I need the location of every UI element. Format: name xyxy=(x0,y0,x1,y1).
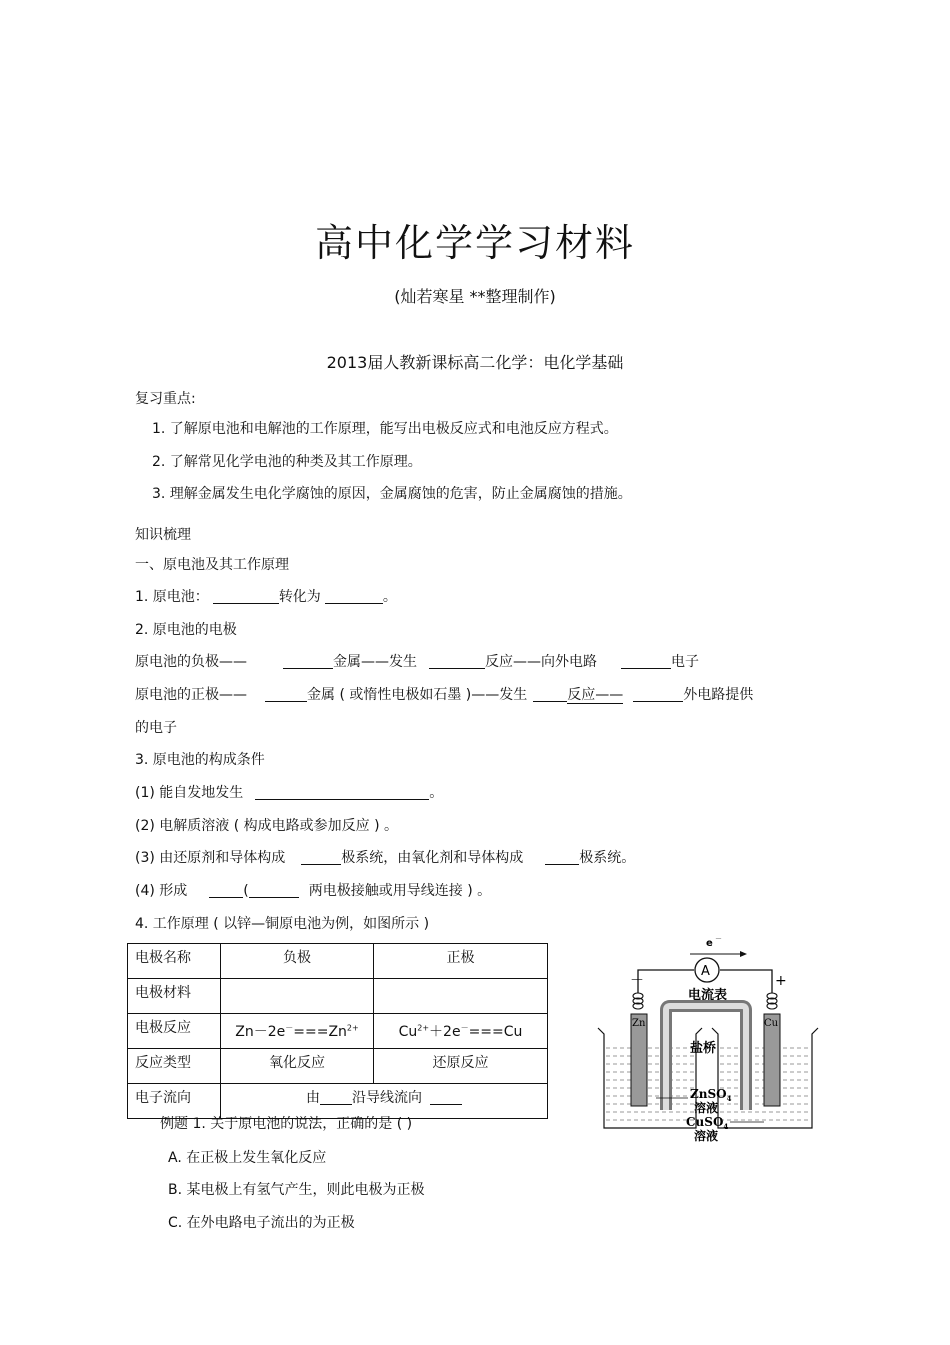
electron-arrow xyxy=(690,935,747,957)
plus-sign: + xyxy=(775,973,787,989)
svg-text:－: － xyxy=(715,935,722,943)
table-row xyxy=(128,979,548,1014)
electrode-table xyxy=(127,943,548,1119)
minus-sign: － xyxy=(630,973,644,989)
review-heading: 复习重点: xyxy=(135,391,196,407)
example-question: 例题 1. 关于原电池的说法，正确的是 ( ) xyxy=(160,1116,413,1132)
ammeter xyxy=(688,958,727,1003)
condition-2: (2) 电解质溶液 ( 构成电路或参加反应 ) 。 xyxy=(135,818,399,834)
table-cell: 电极名称 xyxy=(128,944,221,979)
question-3: 3. 原电池的构成条件 xyxy=(135,752,265,768)
table-cell xyxy=(221,979,374,1014)
page-subtitle: (灿若寒星 **整理制作) xyxy=(394,287,556,306)
svg-text:盐桥: 盐桥 xyxy=(690,1041,717,1056)
table-cell: 电极反应 xyxy=(128,1014,221,1049)
table-cell: 反应类型 xyxy=(128,1049,221,1084)
table-cell: 氧化反应 xyxy=(221,1049,374,1084)
question-2: 2. 原电池的电极 xyxy=(135,622,237,638)
electron-flow-cell: 由 沿导线流向 xyxy=(221,1084,548,1119)
condition-4: (4) 形成 ( 两电极接触或用导线连接 ) 。 xyxy=(135,883,492,899)
negative-electrode-line: 原电池的负极—— 金属——发生 反应——向外电路 电子 xyxy=(135,654,699,670)
beaker-left xyxy=(598,1028,702,1128)
lesson-title: 2013届人教新课标高二化学：电化学基础 xyxy=(326,353,624,372)
table-cell: 负极 xyxy=(221,944,374,979)
review-item: 1. 了解原电池和电解池的工作原理，能写出电极反应式和电池反应方程式。 xyxy=(152,421,618,437)
question-1: 1. 原电池： 转化为 。 xyxy=(135,589,397,605)
condition-1: (1) 能自发地发生 。 xyxy=(135,785,444,801)
page-title: 高中化学学习材料 xyxy=(314,221,635,265)
positive-electrode-cont: 的电子 xyxy=(135,720,177,736)
galvanic-cell-diagram xyxy=(590,930,830,1150)
table-cell xyxy=(374,979,548,1014)
review-item: 2. 了解常见化学电池的种类及其工作原理。 xyxy=(152,454,422,470)
negative-reaction: $Zn-2e^-===Zn^{2+}$ xyxy=(221,1014,374,1049)
section-subheading: 一、原电池及其工作原理 xyxy=(135,557,289,573)
cuso4-label: CuSO$_4$ xyxy=(686,1115,729,1131)
svg-text:Zn: Zn xyxy=(632,1018,646,1029)
svg-text:电流表: 电流表 xyxy=(688,988,728,1003)
table-cell: 电子流向 xyxy=(128,1084,221,1119)
solution-label: 溶液 xyxy=(694,1129,719,1143)
copper-electrode xyxy=(764,1014,780,1106)
option-c: C. 在外电路电子流出的为正极 xyxy=(168,1215,355,1231)
review-item: 3. 理解金属发生电化学腐蚀的原因，金属腐蚀的危害，防止金属腐蚀的措施。 xyxy=(152,486,632,502)
svg-text:e: e xyxy=(706,938,713,949)
table-cell: 电极材料 xyxy=(128,979,221,1014)
solution-label: 溶液 xyxy=(694,1101,719,1115)
table-cell: 正极 xyxy=(374,944,548,979)
table-cell: 还原反应 xyxy=(374,1049,548,1084)
condition-3: (3) 由还原剂和导体构成 极系统，由氧化剂和导体构成 极系统。 xyxy=(135,850,636,866)
table-row xyxy=(128,1049,548,1084)
zinc-electrode xyxy=(631,1014,647,1106)
positive-reaction: $Cu^{2+}+2e^-===Cu$ xyxy=(374,1014,548,1049)
svg-text:A: A xyxy=(701,964,710,979)
znso4-label: ZnSO$_4$ xyxy=(690,1087,732,1103)
svg-text:Cu: Cu xyxy=(764,1018,779,1029)
option-a: A. 在正极上发生氧化反应 xyxy=(168,1150,327,1166)
positive-electrode-line: 原电池的正极—— 金属 ( 或惰性电极如石墨 )——发生 反应—— 外电路提供 xyxy=(135,687,754,703)
table-row xyxy=(128,1014,548,1049)
question-4: 4. 工作原理 ( 以锌—铜原电池为例，如图所示 ) xyxy=(135,916,430,932)
table-row xyxy=(128,944,548,979)
section-heading: 知识梳理 xyxy=(135,527,191,543)
option-b: B. 某电极上有氢气产生，则此电极为正极 xyxy=(168,1182,425,1198)
